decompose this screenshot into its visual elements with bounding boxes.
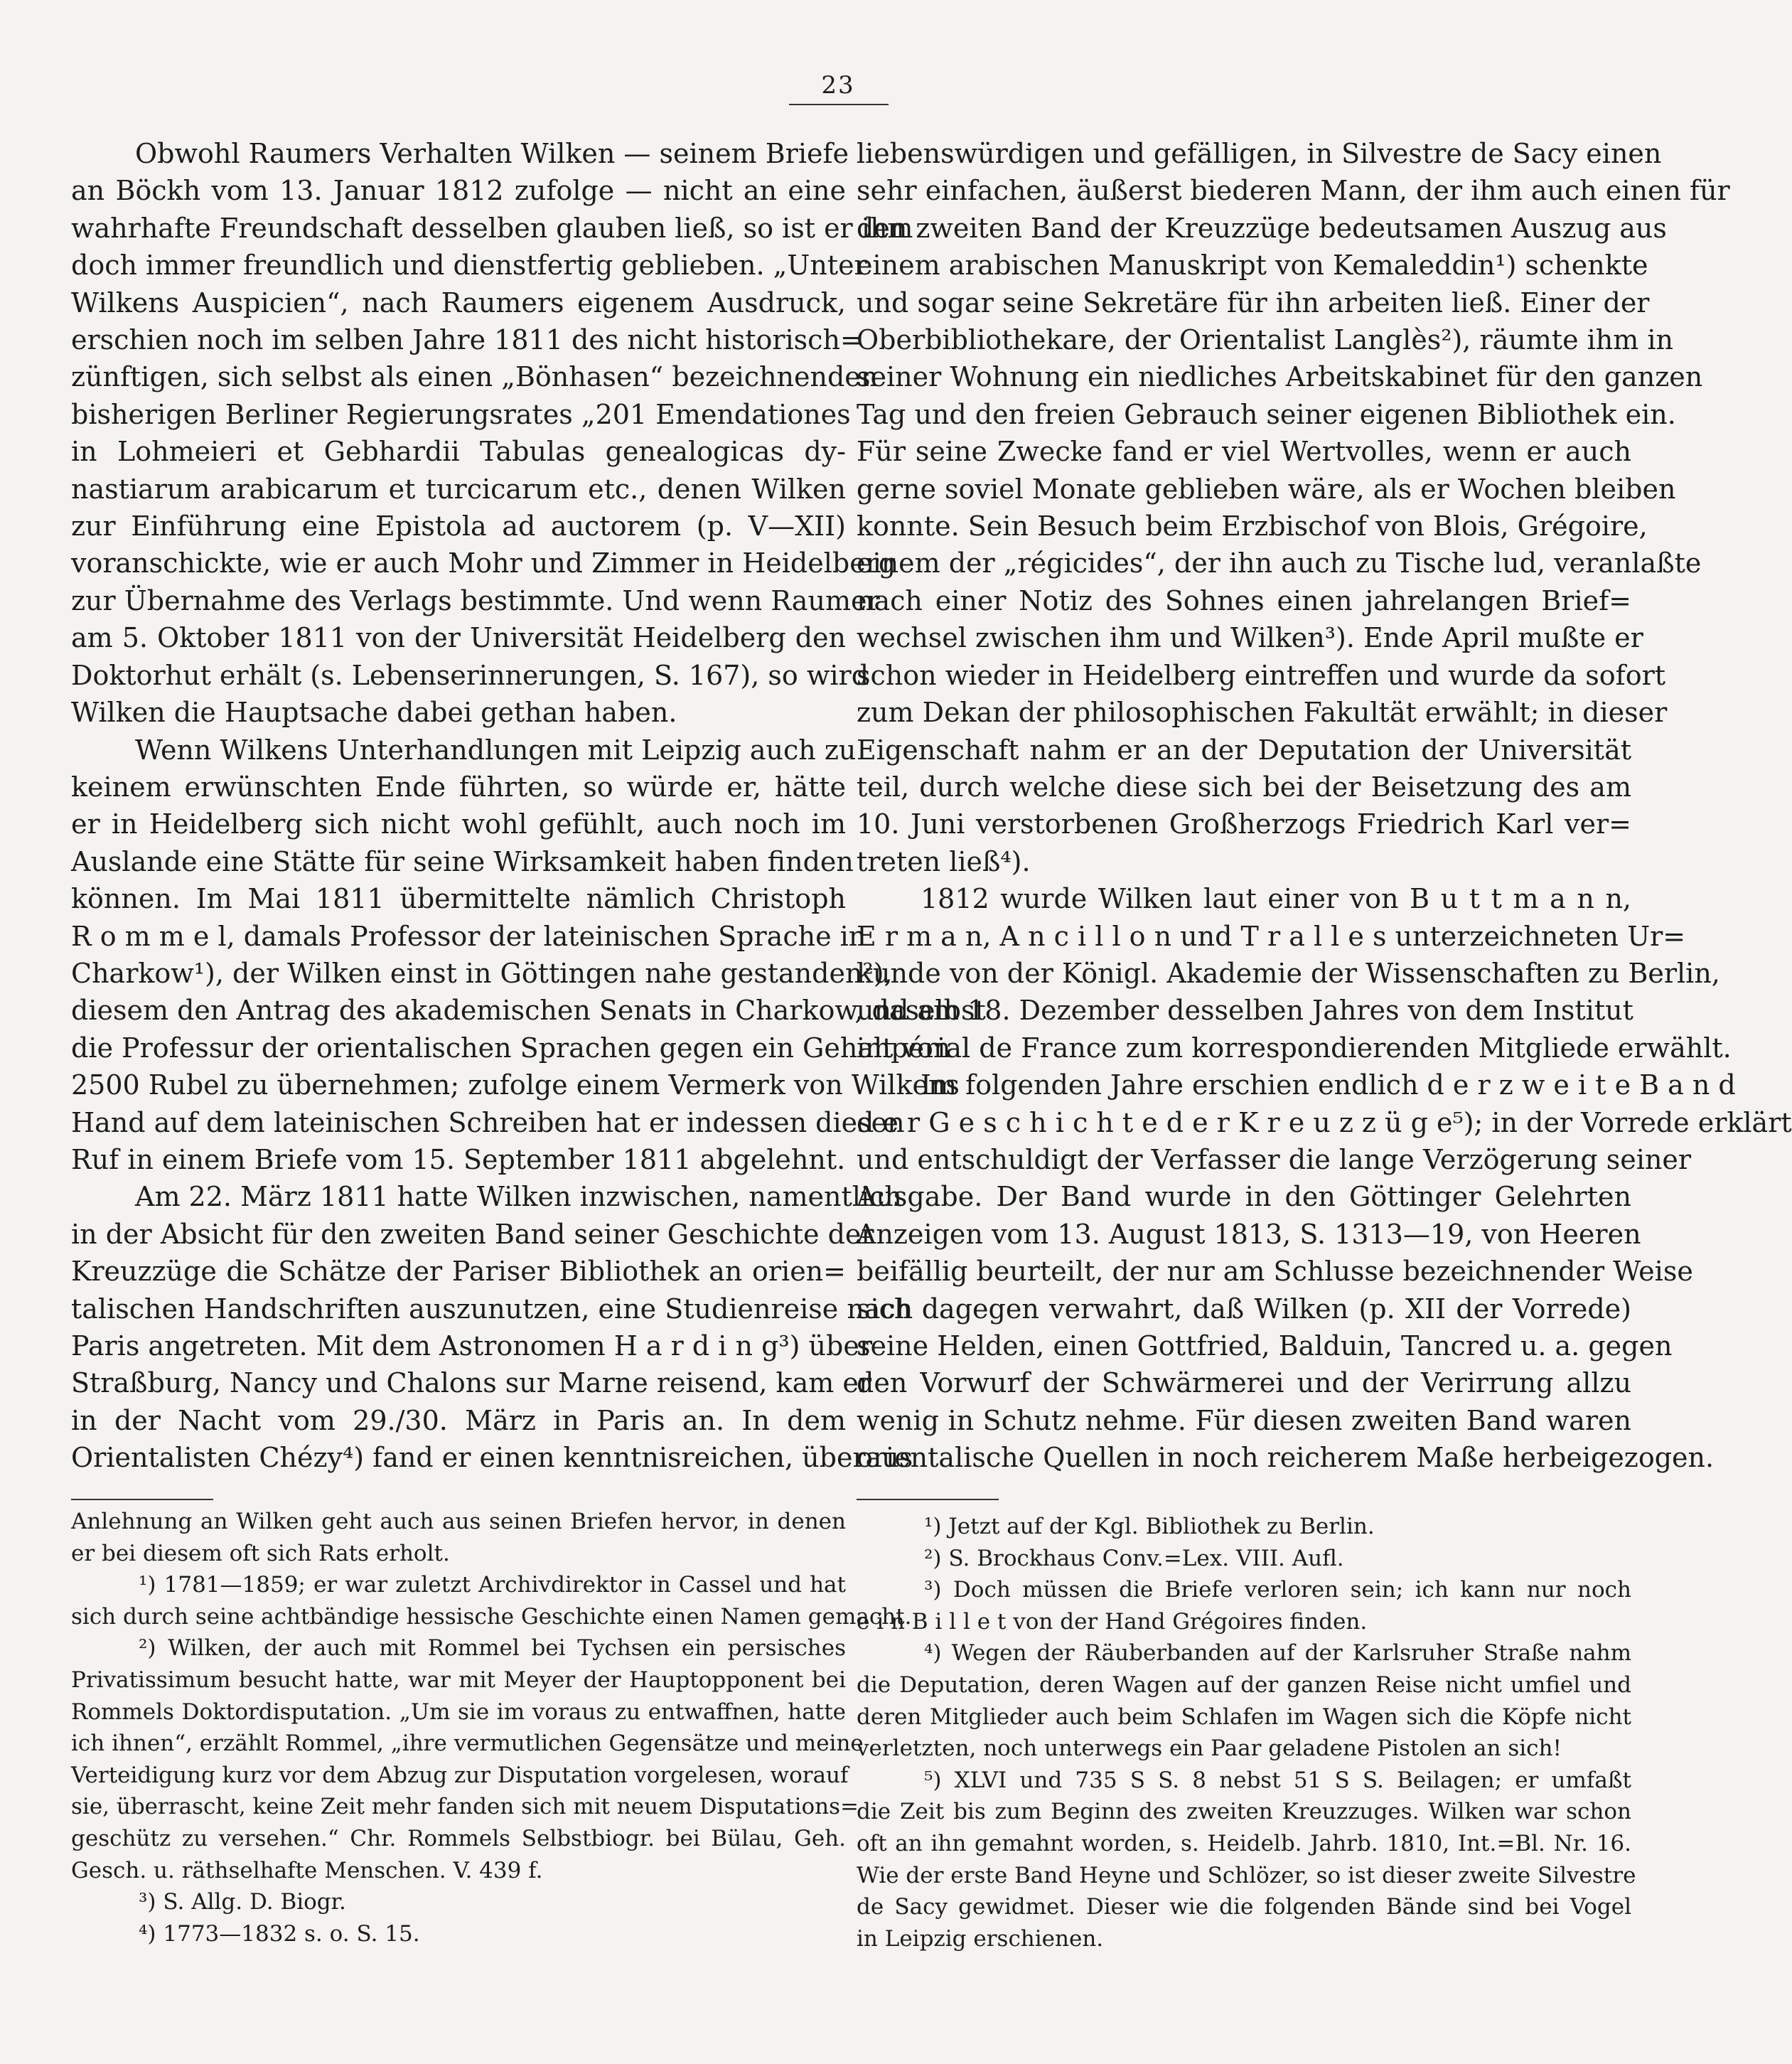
- left-footnotes: [71, 1506, 912, 1950]
- text-line: E r m a n, A n c i l l o n und T r a l l e s unterzeichneten Ur=: [857, 920, 1686, 952]
- text-line: sich dagegen verwahrt, daß Wilken (p. XII der Vorrede): [857, 1293, 1631, 1325]
- footnote-line: ³) S. Allg. D. Biogr.: [139, 1889, 346, 1915]
- text-line: in der Absicht für den zweiten Band seiner Geschichte der: [71, 1218, 874, 1250]
- text-line: in der Nacht vom 29./30. März in Paris an. In dem: [71, 1404, 846, 1436]
- text-line: können. Im Mai 1811 übermittelte nämlich Christoph: [71, 883, 846, 915]
- text-line: und entschuldigt der Verfasser die lange Verzögerung seiner: [857, 1143, 1692, 1175]
- footnote-line: die Deputation, deren Wagen auf der ganzen Reise nicht umfiel und: [857, 1672, 1631, 1698]
- text-line: Eigenschaft nahm er an der Deputation der Universität: [857, 734, 1631, 766]
- footnote-line: sich durch seine achtbändige hessische Geschichte einen Namen gemacht.: [71, 1603, 912, 1630]
- text-line: Oberbibliothekare, der Orientalist Langlès²), räumte ihm in: [857, 324, 1673, 356]
- text-line: zur Einführung eine Epistola ad auctorem (p. V—XII): [71, 510, 846, 542]
- footnote-line: ⁵) XLVI und 735 S S. 8 nebst 51 S S. Beilagen; er umfaßt: [924, 1767, 1631, 1793]
- text-line: wechsel zwischen ihm und Wilken³). Ende April mußte er: [857, 622, 1643, 654]
- footnote-line: Wie der erste Band Heyne und Schlözer, so ist dieser zweite Silvestre: [857, 1862, 1636, 1888]
- footnote-line: die Zeit bis zum Beginn des zweiten Kreuzzuges. Wilken war schon: [857, 1799, 1631, 1825]
- footnote-line: geschütz zu versehen.“ Chr. Rommels Selbstbiogr. bei Bülau, Geh.: [71, 1825, 846, 1851]
- text-line: die Professur der orientalischen Sprachen gegen ein Gehalt von: [71, 1032, 951, 1064]
- text-line: diesem den Antrag des akademischen Senats in Charkow, daselbst: [71, 995, 986, 1027]
- text-line: an Böckh vom 13. Januar 1812 zufolge — nicht an eine: [71, 175, 846, 207]
- text-line: Auslande eine Stätte für seine Wirksamkeit haben finden: [71, 845, 854, 877]
- page-number: 23: [821, 71, 855, 100]
- text-line: zum Dekan der philosophischen Fakultät erwählt; in dieser: [857, 697, 1668, 729]
- text-line: talischen Handschriften auszunutzen, eine Studienreise nach: [71, 1293, 913, 1325]
- text-line: Für seine Zwecke fand er viel Wertvolles, wenn er auch: [857, 436, 1631, 468]
- text-line: 10. Juni verstorbenen Großherzogs Friedrich Karl ver=: [857, 808, 1631, 840]
- footnote-line: ²) Wilken, der auch mit Rommel bei Tychsen ein persisches: [139, 1635, 846, 1662]
- footnote-line: ich ihnen“, erzählt Rommel, „ihre vermutlichen Gegensätze und meine: [71, 1731, 864, 1757]
- text-line: 1812 wurde Wilken laut einer von B u t t m a n n,: [921, 883, 1631, 915]
- footnote-line: er bei diesem oft sich Rats erholt.: [71, 1540, 450, 1566]
- text-line: nach einer Notiz des Sohnes einen jahrelangen Brief=: [857, 584, 1631, 616]
- text-line: zünftigen, sich selbst als einen „Bönhasen“ bezeichnenden: [71, 361, 879, 393]
- text-line: seine Helden, einen Gottfried, Balduin, Tancred u. a. gegen: [857, 1330, 1673, 1362]
- text-line: kunde von der Königl. Akademie der Wissenschaften zu Berlin,: [857, 957, 1720, 989]
- text-line: Anzeigen vom 13. August 1813, S. 1313—19, von Heeren: [857, 1218, 1641, 1250]
- footnote-line: Gesch. u. räthselhafte Menschen. V. 439 f.: [71, 1857, 543, 1883]
- footnote-line: ³) Doch müssen die Briefe verloren sein; ich kann nur noch: [924, 1577, 1631, 1603]
- text-line: erschien noch im selben Jahre 1811 des nicht historisch=: [71, 324, 863, 356]
- text-line: Wilkens Auspicien“, nach Raumers eigenem Ausdruck,: [71, 287, 846, 319]
- text-line: doch immer freundlich und dienstfertig geblieben. „Unter: [71, 250, 867, 282]
- text-line: Straßburg, Nancy und Chalons sur Marne reisend, kam er: [71, 1367, 871, 1399]
- text-line: voranschickte, wie er auch Mohr und Zimmer in Heidelberg: [71, 547, 896, 579]
- footnote-line: Verteidigung kurz vor dem Abzug zur Disputation vorgelesen, worauf: [71, 1762, 849, 1788]
- right-footnote-rule: [857, 1499, 999, 1500]
- footnote-line: ⁴) Wegen der Räuberbanden auf der Karlsruher Straße nahm: [924, 1640, 1631, 1667]
- footnote-line: sie, überrascht, keine Zeit mehr fanden sich mit neuem Disputations=: [71, 1794, 859, 1820]
- footnote-line: Anlehnung an Wilken geht auch aus seinen Briefen hervor, in denen: [71, 1509, 846, 1534]
- text-line: gerne soviel Monate geblieben wäre, als er Wochen bleiben: [857, 473, 1676, 505]
- text-line: den Vorwurf der Schwärmerei und der Verirrung allzu: [857, 1367, 1631, 1399]
- text-line: Hand auf dem lateinischen Schreiben hat er indessen diesen: [71, 1106, 905, 1138]
- text-line: nastiarum arabicarum et turcicarum etc., denen Wilken: [71, 473, 846, 505]
- text-line: impérial de France zum korrespondierenden Mitgliede erwählt.: [857, 1032, 1732, 1064]
- text-line: d e r G e s c h i c h t e d e r K r e u z z ü g e⁵); in der Vorrede erklärt: [857, 1106, 1792, 1138]
- text-line: wahrhafte Freundschaft desselben glauben ließ, so ist er ihm: [71, 212, 913, 244]
- text-line: Paris angetreten. Mit dem Astronomen H a r d i n g³) über: [71, 1330, 872, 1362]
- footnote-line: Rommels Doktordisputation. „Um sie im voraus zu entwaffnen, hatte: [71, 1699, 846, 1725]
- footnote-line: ²) S. Brockhaus Conv.=Lex. VIII. Aufl.: [924, 1545, 1344, 1571]
- text-line: und am 18. Dezember desselben Jahres von dem Institut: [857, 995, 1633, 1027]
- text-line: keinem erwünschten Ende führten, so würde er, hätte: [71, 771, 846, 803]
- text-line: teil, durch welche diese sich bei der Beisetzung des am: [857, 771, 1631, 803]
- text-line: R o m m e l, damals Professor der lateinischen Sprache in: [71, 920, 867, 952]
- text-line: Wilken die Hauptsache dabei gethan haben.: [71, 697, 677, 729]
- text-line: seiner Wohnung ein niedliches Arbeitskabinet für den ganzen: [857, 361, 1703, 393]
- left-footnote-rule: [71, 1499, 213, 1500]
- footnote-line: oft an ihn gemahnt worden, s. Heidelb. Jahrb. 1810, Int.=Bl. Nr. 16.: [857, 1830, 1631, 1856]
- text-line: Tag und den freien Gebrauch seiner eigenen Bibliothek ein.: [857, 398, 1676, 430]
- text-line: Ruf in einem Briefe vom 15. September 1811 abgelehnt.: [71, 1143, 846, 1175]
- text-line: Kreuzzüge die Schätze der Pariser Bibliothek an orien=: [71, 1256, 846, 1288]
- text-line: Am 22. März 1811 hatte Wilken inzwischen, namentlich: [135, 1181, 902, 1213]
- text-line: den zweiten Band der Kreuzzüge bedeutsamen Auszug aus: [857, 212, 1667, 244]
- text-line: Wenn Wilkens Unterhandlungen mit Leipzig auch zu: [135, 734, 857, 766]
- text-line: zur Übernahme des Verlags bestimmte. Und wenn Raumer: [71, 584, 880, 616]
- text-line: Ausgabe. Der Band wurde in den Göttinger Gelehrten: [857, 1181, 1631, 1213]
- text-line: und sogar seine Sekretäre für ihn arbeiten ließ. Einer der: [857, 287, 1650, 319]
- text-line: Charkow¹), der Wilken einst in Göttingen nahe gestanden²),: [71, 957, 893, 989]
- text-line: schon wieder in Heidelberg eintreffen und wurde da sofort: [857, 659, 1666, 691]
- footnote-line: ¹) 1781—1859; er war zuletzt Archivdirektor in Cassel und hat: [139, 1572, 846, 1598]
- footnote-line: ⁴) 1773—1832 s. o. S. 15.: [139, 1920, 420, 1947]
- footnote-line: ¹) Jetzt auf der Kgl. Bibliothek zu Berlin.: [924, 1514, 1375, 1539]
- footnote-line: verletzten, noch unterwegs ein Paar geladene Pistolen an sich!: [857, 1736, 1562, 1762]
- right-footnotes: [857, 1511, 1636, 1955]
- footnote-line: Privatissimum besucht hatte, war mit Meyer der Hauptopponent bei: [71, 1667, 846, 1693]
- text-line: am 5. Oktober 1811 von der Universität Heidelberg den: [71, 622, 846, 654]
- text-line: Im folgenden Jahre erschien endlich d e r z w e i t e B a n d: [921, 1069, 1736, 1101]
- text-line: Doktorhut erhält (s. Lebenserinnerungen, S. 167), so wird: [71, 659, 869, 691]
- text-line: wenig in Schutz nehme. Für diesen zweiten Band waren: [857, 1404, 1631, 1436]
- page-number-rule: [789, 104, 889, 105]
- right-column: [857, 135, 1792, 1477]
- text-line: 2500 Rubel zu übernehmen; zufolge einem Vermerk von Wilkens: [71, 1069, 960, 1101]
- text-line: konnte. Sein Besuch beim Erzbischof von Blois, Grégoire,: [857, 510, 1648, 542]
- footnote-line: in Leipzig erschienen.: [857, 1925, 1104, 1952]
- text-line: er in Heidelberg sich nicht wohl gefühlt, auch noch im: [71, 808, 846, 840]
- text-line: orientalische Quellen in noch reicherem Maße herbeigezogen.: [857, 1442, 1715, 1474]
- text-line: Obwohl Raumers Verhalten Wilken — seinem Briefe: [135, 138, 849, 169]
- text-line: einem arabischen Manuskript von Kemaleddin¹) schenkte: [857, 250, 1648, 282]
- text-line: bisherigen Berliner Regierungsrates „201 Emendationes: [71, 398, 851, 430]
- text-line: Orientalisten Chézy⁴) fand er einen kenntnisreichen, überaus: [71, 1442, 913, 1474]
- text-line: treten ließ⁴).: [857, 845, 1031, 877]
- text-line: einem der „régicides“, der ihn auch zu Tische lud, veranlaßte: [857, 547, 1702, 579]
- text-line: in Lohmeieri et Gebhardii Tabulas genealogicas dy-: [71, 436, 846, 468]
- text-line: sehr einfachen, äußerst biederen Mann, der ihm auch einen für: [857, 175, 1730, 207]
- footnote-line: e i n B i l l e t von der Hand Grégoires finden.: [857, 1608, 1368, 1635]
- text-line: beifällig beurteilt, der nur am Schlusse bezeichnender Weise: [857, 1256, 1693, 1288]
- text-line: liebenswürdigen und gefälligen, in Silvestre de Sacy einen: [857, 138, 1662, 169]
- footnote-line: de Sacy gewidmet. Dieser wie die folgenden Bände sind bei Vogel: [857, 1894, 1631, 1920]
- footnote-line: deren Mitglieder auch beim Schlafen im Wagen sich die Köpfe nicht: [857, 1704, 1631, 1730]
